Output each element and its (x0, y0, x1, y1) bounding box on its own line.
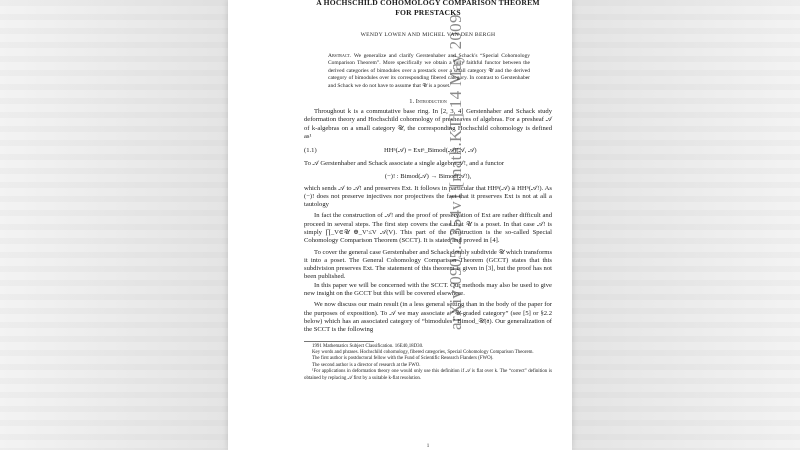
right-blur-background (572, 0, 800, 450)
authors: WENDY LOWEN AND MICHEL VAN DEN BERGH (360, 32, 496, 38)
paragraph-7: We now discuss our main result (in a less general setting than in the body of the paper for the purposes of exposition). To 𝒜 we may associate a “𝒰-graded category” (see [5] or §2.2 below) which has an associated category of “bimodules” Bimod_𝒰(𝔞). Our generalization of the SCCT is the following (304, 301, 552, 334)
arxiv-stamp: arXiv:0905.2354v1 [math.KT] 14 May 2009 (446, 14, 465, 330)
functor-display: (−)! : Bimod(𝒜) → Bimod(𝒜!), (384, 172, 472, 180)
title-line-1: A HOCHSCHILD COHOMOLOGY COMPARISON THEOREM (316, 0, 540, 7)
footnote-keywords: Key words and phrases. Hochschild cohomology, fibered categories, Special Cohomology Comparison Theorem. (312, 349, 534, 355)
paragraph-3: which sends 𝒜 to 𝒜! and preserves Ext. It follows in particular that HHⁿ(𝒜) ≅ HHⁿ(𝒜!). As (−)! does not preserve injectives nor projectives the fact that it preserves Ext is not at all a tautology (304, 184, 552, 209)
paragraph-6: In this paper we will be concerned with the SCCT. Our methods may also be used to give new insight on the GCCT but this will be covered elsewhere. (304, 281, 552, 298)
paper-title (304, 0, 552, 18)
footnote-author-1: The first author is postdoctoral fellow with the Fund of Scientific Research Flanders (FWO). (312, 356, 494, 362)
equation-number: (1.1) (304, 147, 317, 155)
paper-page (228, 0, 572, 450)
paragraph-1: Throughout k is a commutative base ring. In [2, 3, 4] Gerstenhaber and Schack study deformation theory and Hochschild cohomology of presheaves of algebras. For a presheaf 𝒜 of k-algebras on a small category 𝒰, the corresponding Hochschild cohomology is defined as¹ (304, 108, 552, 140)
paragraph-4: In fact the construction of 𝒜! and the proof of preservation of Ext are rather difficult and proceed in several steps. The first step covers the case that 𝒰 is a poset. In that case 𝒜! is simply ∏_V∈𝒰 ⊕_V′≤V 𝒜(V). This part of the construction is the so-called Special Cohomology Comparison Theorem (SCCT). It is stated and proved in [4]. (304, 212, 552, 245)
footnote-1: ¹For applications in deformation theory one would only use this definition if 𝒜 is flat over k. The “correct” definition is obtained by replacing 𝒜 first by a suitable k-flat resolution. (304, 369, 552, 381)
page-number: 1 (426, 444, 430, 449)
abstract (328, 53, 530, 90)
left-blur-background (0, 0, 228, 450)
section-heading: 1. Introduction (409, 98, 447, 106)
title-line-2: FOR PRESTACKS (395, 8, 461, 17)
equation-body: HHⁿ(𝒜) = Extⁿ_Bimod(𝒜)(𝒜, 𝒜) (384, 147, 477, 155)
footnote-msc: 1991 Mathematics Subject Classification. 16E40,18D30. (312, 343, 424, 349)
paragraph-2: To 𝒜 Gerstenhaber and Schack associate a single algebra 𝒜!, and a functor (304, 160, 505, 168)
equation-1-1 (304, 147, 552, 155)
footnote-author-2: The second author is a director of research at the FWO. (312, 362, 421, 368)
paragraph-5: To cover the general case Gerstenhaber and Schack doubly subdivide 𝒰 which transforms it into a poset. The General Cohomology Comparison Theorem (GCCT) states that this subdivision preserves Ext. The statement of this theorem is given in [3], but the proof has not been published. (304, 248, 553, 281)
page-content (304, 0, 553, 449)
abstract-text: We generalize and clarify Gerstenhaber and Schack's “Special Cohomology Comparison Theorem”. More specifically we obtain a fully faithful functor between the derived categories of bimodules over a prestack over a small category 𝒰 and the derived category of bimodules over its corresponding fibered category. In contrast to Gerstenhaber and Schack we do not have to assume that 𝒰 is a poset. (328, 53, 530, 89)
abstract-label: Abstract. (328, 53, 352, 59)
